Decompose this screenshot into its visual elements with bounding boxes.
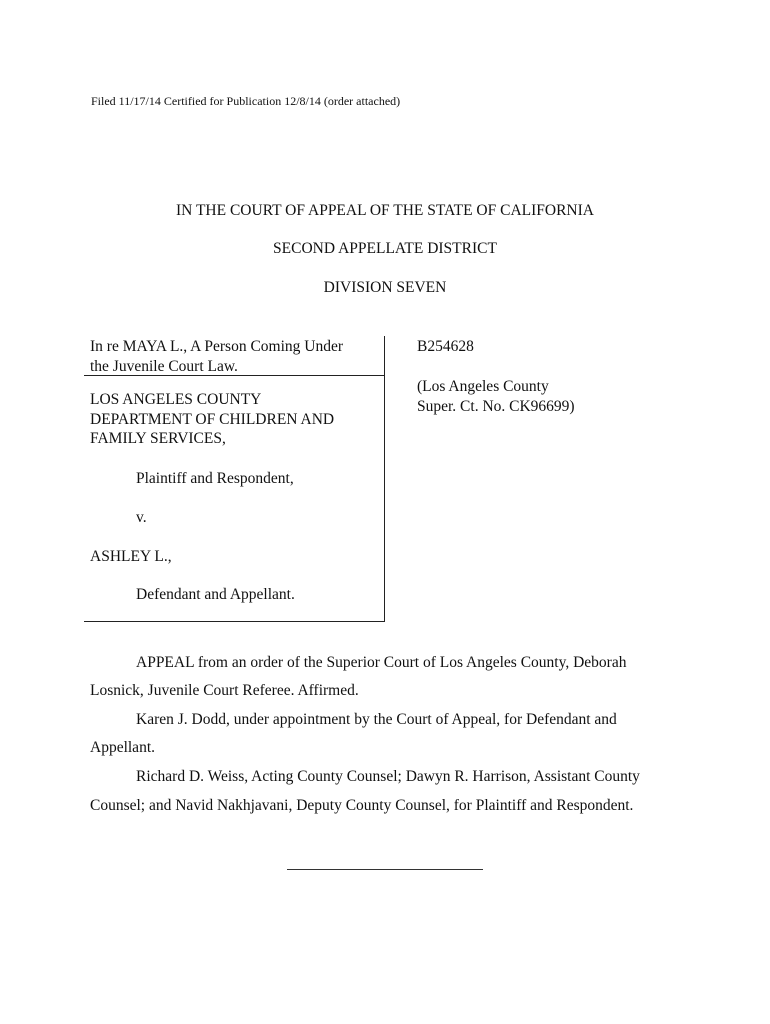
defendant-name: ASHLEY L., [90,548,172,565]
super-ct-line-2: Super. Ct. No. CK96699) [417,397,575,415]
separator-rule [287,869,483,870]
appellant-counsel-line-2: Appellant. [90,739,155,756]
respondent-counsel-line-2: Counsel; and Navid Nakhjavani, Deputy County Counsel, for Plaintiff and Respondent. [90,797,634,814]
appeal-line-1: APPEAL from an order of the Superior Court of Los Angeles County, Deborah [136,654,627,671]
division: DIVISION SEVEN [323,279,447,296]
caption-divider-vertical [384,336,385,622]
court-name: IN THE COURT OF APPEAL OF THE STATE OF CALIFORNIA [176,202,594,219]
in-re-line-2: the Juvenile Court Law. [90,357,238,375]
plaintiff-name-line-1: LOS ANGELES COUNTY [90,391,262,408]
versus: v. [136,509,147,526]
respondent-counsel-line-1: Richard D. Weiss, Acting County Counsel; Dawyn R. Harrison, Assistant County [136,768,640,785]
appellate-district: SECOND APPELLATE DISTRICT [273,240,497,257]
plaintiff-name [90,390,334,449]
appellant-counsel-line-1: Karen J. Dodd, under appointment by the Court of Appeal, for Defendant and [136,711,617,728]
defendant-role: Defendant and Appellant. [136,586,295,603]
appeal-line-2: Losnick, Juvenile Court Referee. Affirmed. [90,682,359,699]
case-number: B254628 [417,338,474,355]
super-ct-line-1: (Los Angeles County [417,378,549,395]
superior-court-number [417,377,575,416]
plaintiff-name-line-2: DEPARTMENT OF CHILDREN AND [90,410,335,428]
caption-divider-bottom [84,621,385,622]
in-re-caption [90,337,343,376]
in-re-line-1: In re MAYA L., A Person Coming Under [90,338,344,355]
filing-notice: Filed 11/17/14 Certified for Publication 12/8/14 (order attached) [91,94,401,108]
plaintiff-role: Plaintiff and Respondent, [136,470,294,487]
plaintiff-name-line-3: FAMILY SERVICES, [90,430,226,447]
